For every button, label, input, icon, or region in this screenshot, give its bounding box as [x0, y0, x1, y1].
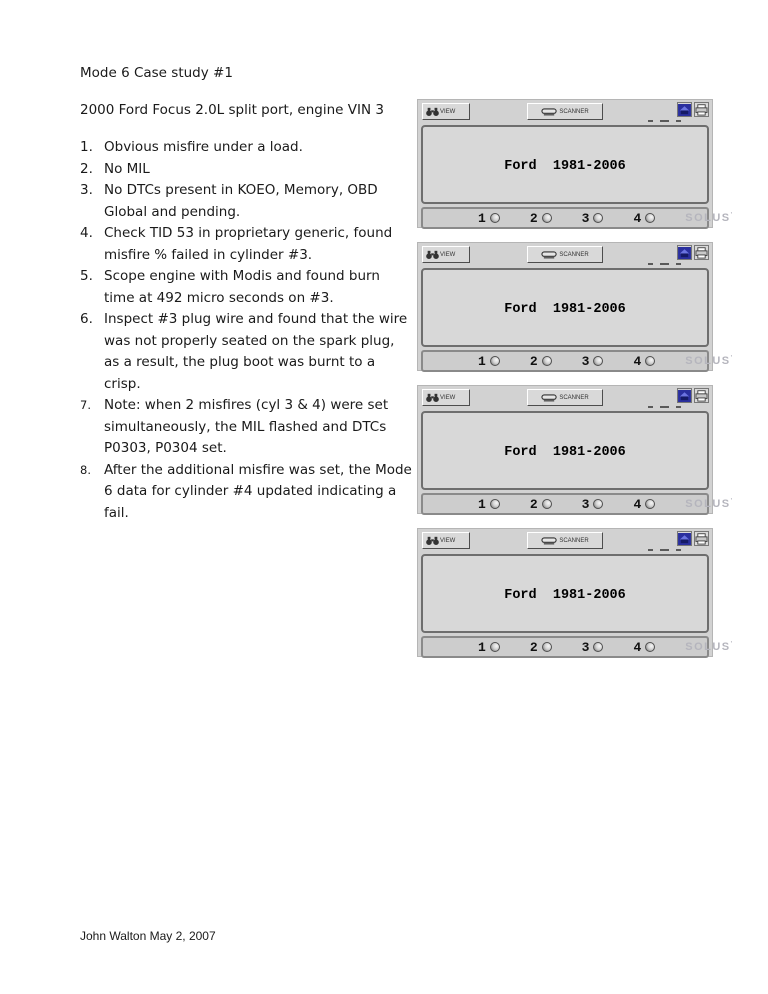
list-item: [80, 180, 412, 223]
softkey-3[interactable]: [582, 640, 604, 655]
scanner-screenshot-3: [417, 385, 734, 514]
softkey-number: 3: [581, 639, 590, 655]
softkey-number: 1: [478, 210, 486, 226]
page-title: Mode 6 Case study #1: [80, 65, 233, 81]
list-number: 2.: [80, 160, 93, 177]
list-item: [80, 460, 412, 525]
softkey-number: 1: [478, 353, 486, 369]
binoculars-icon: [426, 107, 439, 117]
knob-indicator-icon: [490, 213, 500, 223]
list-item: [80, 309, 412, 395]
scanner-icon: [541, 537, 558, 545]
capture-icon: [678, 390, 691, 402]
softkey-bar: [421, 493, 734, 515]
toolbar-right-icons: [677, 102, 709, 117]
scanner-screenshot-1: [417, 99, 734, 228]
scanner-icon: [541, 394, 558, 402]
capture-button[interactable]: [677, 388, 692, 403]
list-text: Note: when 2 misfires (cyl 3 & 4) were set simultaneously, the MIL flashed and DTCs P0303, P0304 set.: [104, 397, 389, 456]
scanner-button[interactable]: [527, 103, 603, 120]
softkey-number: 2: [529, 496, 538, 512]
softkey-bar: [421, 636, 734, 658]
printer-icon: [695, 533, 708, 545]
solus-brand-label: SOLUS': [685, 212, 734, 224]
list-text: Scope engine with Modis and found burn time at 492 micro seconds on #3.: [104, 268, 380, 306]
list-text: No DTCs present in KOEO, Memory, OBD Global and pending.: [104, 182, 378, 220]
screen-heading: Ford 1981-2006: [504, 159, 626, 174]
scanner-display: [421, 125, 709, 204]
scanner-button-label: SCANNER: [559, 394, 589, 401]
binoculars-icon: [426, 250, 439, 260]
knob-indicator-icon: [645, 499, 655, 509]
capture-icon: [678, 104, 691, 116]
list-number: 5.: [80, 268, 93, 284]
list-text: Check TID 53 in proprietary generic, found misfire % failed in cylinder #3.: [104, 225, 393, 263]
page-indicator-marks: [648, 548, 704, 552]
softkey-number: 2: [529, 210, 538, 226]
solus-brand-label: SOLUS': [685, 355, 734, 367]
softkey-1[interactable]: [478, 354, 500, 369]
list-text: No MIL: [104, 160, 150, 177]
knob-indicator-icon: [542, 213, 552, 223]
scanner-button-label: SCANNER: [559, 251, 589, 258]
list-item: [80, 395, 412, 460]
view-button-label: VIEW: [440, 537, 456, 544]
list-text: After the additional misfire was set, the Mode 6 data for cylinder #4 updated indicating a fail.: [104, 461, 412, 521]
scanner-icon: [541, 251, 558, 259]
footer-byline: John Walton May 2, 2007: [80, 929, 216, 943]
scanner-display: [421, 411, 709, 490]
softkey-bar: [421, 350, 734, 372]
screen-heading: Ford 1981-2006: [504, 588, 626, 603]
scanner-display: [421, 554, 709, 633]
knob-indicator-icon: [645, 356, 655, 366]
page-indicator-marks: [648, 405, 704, 409]
softkey-2[interactable]: [530, 640, 552, 655]
scanner-button[interactable]: [527, 246, 603, 263]
knob-indicator-icon: [593, 642, 603, 652]
printer-icon: [695, 104, 708, 116]
softkey-1[interactable]: [478, 211, 500, 226]
knob-indicator-icon: [490, 499, 500, 509]
softkey-2[interactable]: [530, 211, 552, 226]
list-item: [80, 137, 412, 159]
knob-indicator-icon: [593, 499, 603, 509]
binoculars-icon: [426, 393, 439, 403]
softkey-number: 2: [529, 639, 538, 655]
binoculars-icon: [426, 536, 439, 546]
page-indicator-marks: [648, 262, 704, 266]
softkey-3[interactable]: [582, 497, 604, 512]
toolbar-right-icons: [677, 245, 709, 260]
toolbar-right-icons: [677, 388, 709, 403]
softkey-number: 4: [633, 210, 642, 226]
capture-button[interactable]: [677, 245, 692, 260]
softkey-2[interactable]: [530, 497, 552, 512]
softkey-number: 2: [529, 353, 538, 369]
toolbar-right-icons: [677, 531, 709, 546]
scanner-screenshots-column: [417, 99, 734, 671]
list-number: 7.: [80, 398, 91, 412]
scanner-screenshot-4: [417, 528, 734, 657]
knob-indicator-icon: [490, 642, 500, 652]
view-button[interactable]: [422, 532, 470, 549]
printer-icon: [695, 390, 708, 402]
capture-icon: [678, 247, 691, 259]
softkey-4[interactable]: [633, 354, 655, 369]
page-indicator-marks: [648, 119, 704, 123]
print-button[interactable]: [694, 531, 709, 546]
list-item: [80, 266, 412, 309]
view-button-label: VIEW: [440, 251, 456, 258]
printer-icon: [695, 247, 708, 259]
scanner-button-label: SCANNER: [559, 537, 589, 544]
softkey-bar: [421, 207, 734, 229]
list-number: 3.: [80, 182, 93, 198]
scanner-icon: [541, 108, 558, 116]
softkey-1[interactable]: [478, 497, 500, 512]
knob-indicator-icon: [542, 356, 552, 366]
knob-indicator-icon: [542, 642, 552, 652]
softkey-number: 3: [581, 210, 590, 226]
scanner-button-label: SCANNER: [559, 108, 589, 115]
knob-indicator-icon: [645, 213, 655, 223]
softkey-number: 4: [633, 639, 642, 655]
softkey-2[interactable]: [530, 354, 552, 369]
view-button[interactable]: [422, 389, 470, 406]
softkey-3[interactable]: [582, 211, 604, 226]
print-button[interactable]: [694, 388, 709, 403]
list-text: Obvious misfire under a load.: [104, 139, 303, 155]
knob-indicator-icon: [490, 356, 500, 366]
softkey-4[interactable]: [633, 211, 655, 226]
softkey-4[interactable]: [633, 640, 655, 655]
case-study-list: [80, 137, 412, 524]
scanner-display: [421, 268, 709, 347]
vehicle-description: 2000 Ford Focus 2.0L split port, engine VIN 3: [80, 101, 384, 118]
softkey-number: 1: [478, 496, 486, 512]
scanner-screenshot-2: [417, 242, 734, 371]
softkey-number: 3: [581, 496, 590, 512]
softkey-1[interactable]: [478, 640, 500, 655]
knob-indicator-icon: [593, 356, 603, 366]
knob-indicator-icon: [542, 499, 552, 509]
list-number: 8.: [80, 462, 91, 477]
capture-button[interactable]: [677, 102, 692, 117]
scanner-button[interactable]: [527, 389, 603, 406]
knob-indicator-icon: [593, 213, 603, 223]
screen-heading: Ford 1981-2006: [504, 445, 626, 460]
softkey-number: 1: [478, 639, 486, 655]
list-number: 4.: [80, 225, 93, 241]
view-button[interactable]: [422, 103, 470, 120]
list-item: [80, 159, 412, 181]
view-button-label: VIEW: [440, 108, 456, 115]
list-item: [80, 223, 412, 266]
softkey-number: 4: [633, 353, 642, 369]
softkey-number: 4: [633, 496, 642, 512]
solus-brand-label: SOLUS': [685, 498, 734, 510]
list-number: 1.: [80, 139, 93, 155]
print-button[interactable]: [694, 245, 709, 260]
softkey-3[interactable]: [582, 354, 604, 369]
list-text: Inspect #3 plug wire and found that the wire was not properly seated on the spark plug, as a result, the plug boot was burnt to a crisp.: [104, 311, 408, 392]
softkey-number: 3: [581, 353, 590, 369]
view-button[interactable]: [422, 246, 470, 263]
capture-icon: [678, 533, 691, 545]
knob-indicator-icon: [645, 642, 655, 652]
screen-heading: Ford 1981-2006: [504, 302, 626, 317]
print-button[interactable]: [694, 102, 709, 117]
scanner-button[interactable]: [527, 532, 603, 549]
softkey-4[interactable]: [633, 497, 655, 512]
case-study-text: [80, 63, 412, 524]
list-number: 6.: [80, 311, 93, 327]
view-button-label: VIEW: [440, 394, 456, 401]
solus-brand-label: SOLUS': [685, 641, 734, 653]
capture-button[interactable]: [677, 531, 692, 546]
